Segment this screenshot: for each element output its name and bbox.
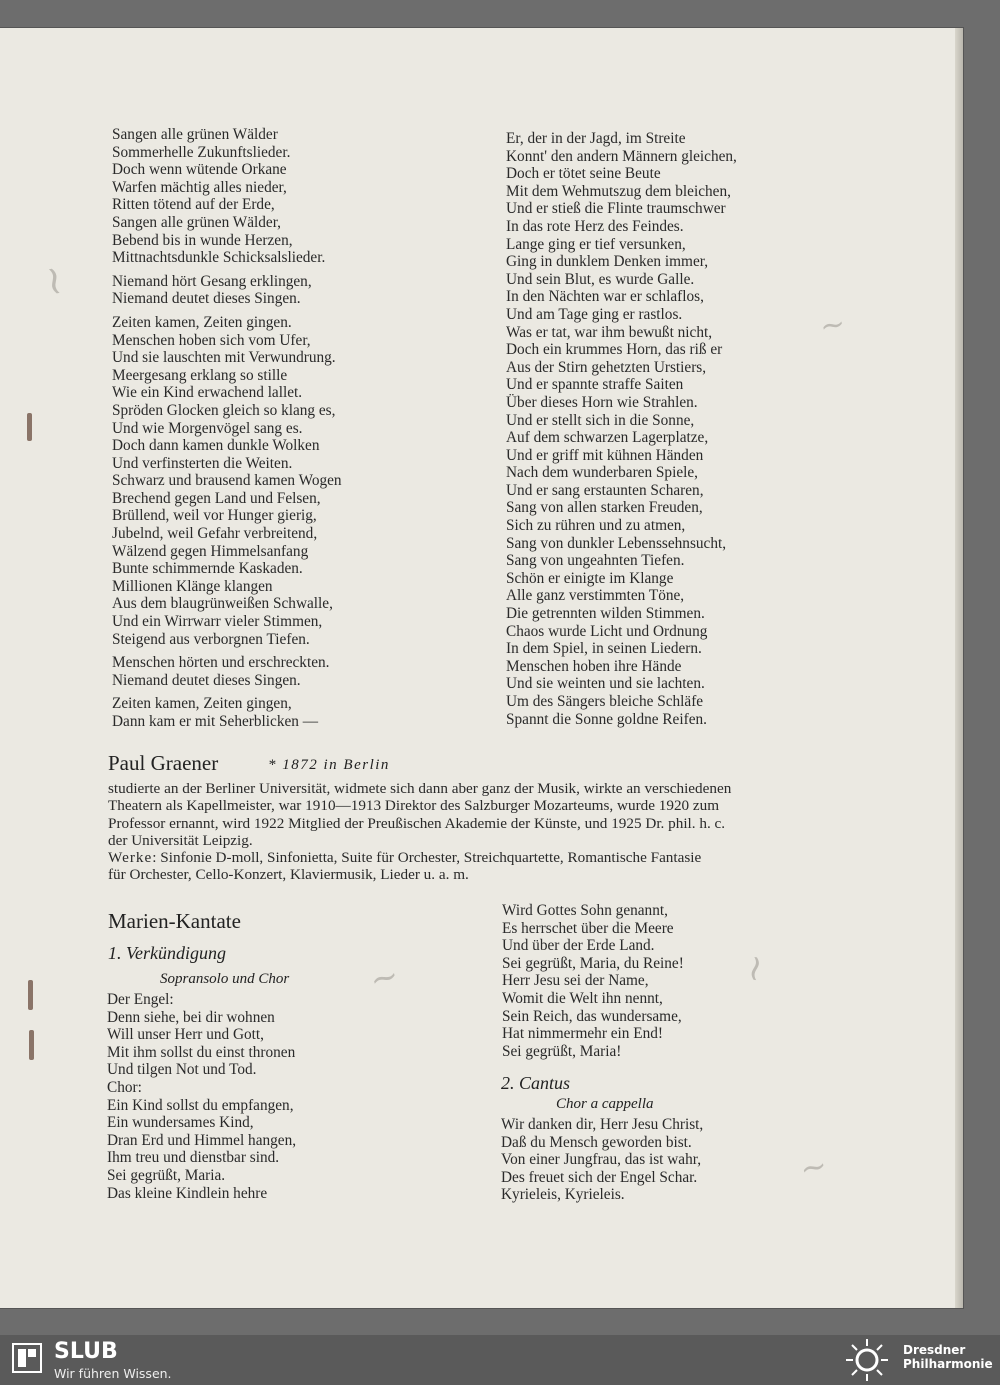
text-line: Konnt' den andern Männern gleichen, (506, 147, 737, 165)
text-line: Ging in dunklem Denken immer, (506, 253, 709, 271)
composer-bio (108, 780, 876, 884)
text-line: Sei gegrüßt, Maria, du Reine! (502, 954, 684, 972)
cantata-title: Marien-Kantate (108, 909, 241, 933)
text-line: Und sie weinten und sie lachten. (506, 675, 705, 693)
text-line: Und am Tage ging er rastlos. (506, 305, 683, 323)
slub-name: SLUB (54, 1339, 118, 1364)
slub-logo-icon (12, 1343, 42, 1373)
text-line: Und er spannte straffe Saiten (506, 376, 684, 394)
text-line: Er, der in der Jagd, im Streite (506, 130, 686, 147)
text-line: Um des Sängers bleiche Schläfe (506, 693, 704, 710)
bio-line: studierte an der Berliner Universität, widmete sich dann aber ganz der Musik, wirkte an verschiedenen (108, 780, 732, 797)
text-line: Doch wenn wütende Orkane (112, 161, 287, 179)
works-line (108, 849, 876, 866)
text-line: Mit dem Wehmutszug dem bleichen, (506, 182, 731, 200)
text-line: Steigend aus verborgnen Tiefen. (112, 630, 310, 648)
text-line: Aus der Stirn gehetzten Urstiers, (506, 358, 707, 376)
text-line: Womit die Welt ihn nennt, (502, 989, 663, 1007)
text-line: Und er stieß die Flinte traumschwer (506, 200, 726, 218)
text-line: Sangen alle grünen Wälder (112, 126, 278, 143)
text-line: Sein Reich, das wundersame, (502, 1007, 682, 1025)
margin-mark (27, 413, 32, 441)
philharmonie-line-2: Philharmonie (903, 1357, 993, 1371)
text-line: Aus dem blaugrünweißen Schwalle, (112, 595, 333, 613)
text-line: Will unser Herr und Gott, (107, 1026, 264, 1044)
text-line: Und er stellt sich in die Sonne, (506, 411, 695, 429)
text-line: Und tilgen Not und Tod. (107, 1061, 257, 1079)
text-line: Wälzend gegen Himmelsanfang (112, 542, 309, 560)
text-line: Warfen mächtig alles nieder, (112, 178, 287, 196)
bio-line: Theatern als Kapellmeister, war 1910—1913 Direktor des Salzburger Mozarteums, wurde 1920 zum (108, 797, 720, 815)
works-label: Werke (108, 849, 153, 867)
text-line: Sei gegrüßt, Maria! (502, 1042, 622, 1060)
text-line: Über dieses Horn wie Strahlen. (506, 393, 698, 411)
text-line: Sang von ungeahnten Tiefen. (506, 552, 685, 570)
text-line: Herr Jesu sei der Name, (502, 972, 649, 990)
text-line: Chaos wurde Licht und Ordnung (506, 622, 708, 640)
text-line: Bebend bis in wunde Herzen, (112, 231, 293, 249)
pencil-scribble: ~ (817, 306, 848, 345)
text-line: Es herrschet über die Meere (502, 919, 674, 937)
margin-mark (29, 1030, 34, 1060)
composer-name: Paul Graener (108, 751, 219, 775)
text-line: Brüllend, weil vor Hunger gierig, (112, 507, 317, 525)
slub-tagline: Wir führen Wissen. (54, 1366, 172, 1381)
poem-right-column (506, 130, 737, 728)
bio-line: der Universität Leipzig. (108, 831, 253, 849)
text-line: Und ein Wirrwarr vieler Stimmen, (112, 613, 323, 631)
bio-line: Professor ernannt, wird 1922 Mitglied der Preußischen Akademie der Künste, und 1925 Dr. phil. h. c. (108, 814, 726, 832)
part1-text (107, 991, 296, 1202)
pencil-scribble: ~ (796, 1145, 831, 1189)
text-line: In den Nächten war er schlaflos, (506, 288, 704, 306)
text-line: Jubelnd, weil Gefahr verbreitend, (112, 525, 318, 543)
text-line: Doch ein krummes Horn, das riß er (506, 341, 723, 359)
part2-subtitle: Chor a cappella (556, 1096, 654, 1112)
text-line: Nach dem wunderbaren Spiele, (506, 464, 698, 482)
pencil-scribble: ~ (365, 954, 404, 1002)
text-line: Ritten tötend auf der Erde, (112, 196, 275, 214)
text-line: Kyrieleis, Kyrieleis. (501, 1186, 625, 1204)
text-line: Mit ihm sollst du einst thronen (107, 1043, 296, 1061)
text-line: Sich zu rühren und zu atmen, (506, 517, 686, 535)
text-line: Ein Kind sollst du empfangen, (107, 1096, 294, 1114)
text-line: Der Engel: (107, 991, 174, 1008)
text-line: Meergesang erklang so stille (112, 366, 288, 384)
text-line: Und über der Erde Land. (502, 937, 655, 955)
text-line: Alle ganz verstimmten Töne, (506, 587, 685, 605)
text-line: Chor: (107, 1078, 142, 1096)
text-line: Spröden Glocken gleich so klang es, (112, 401, 336, 419)
text-line: Des freuet sich der Engel Schar. (501, 1168, 698, 1186)
text-line: Sei gegrüßt, Maria. (107, 1166, 226, 1184)
text-line: Menschen hörten und erschreckten. (112, 654, 330, 672)
philharmonie-name (903, 1343, 993, 1371)
text-line: Lange ging er tief versunken, (506, 235, 686, 253)
text-line: Und er griff mit kühnen Händen (506, 446, 704, 464)
text-line: Dran Erd und Himmel hangen, (107, 1131, 297, 1149)
text-line: Und verfinsterten die Weiten. (112, 454, 293, 472)
philharmonie-logo-icon (843, 1337, 891, 1383)
text-line: Menschen hoben ihre Hände (506, 657, 682, 675)
poem-left-column (112, 126, 342, 731)
text-line: Hat nimmermehr ein End! (502, 1025, 663, 1043)
text-line: Bunte schimmernde Kaskaden. (112, 560, 303, 578)
text-line: Und er sang erstaunten Scharen, (506, 481, 704, 499)
text-line: Wie ein Kind erwachend lallet. (112, 384, 303, 402)
text-line: Menschen hoben sich vom Ufer, (112, 331, 311, 349)
text-line: Niemand hört Gesang erklingen, (112, 272, 312, 290)
text-line: Niemand deutet dieses Singen. (112, 290, 301, 308)
margin-mark (28, 980, 33, 1010)
part1-subtitle: Sopransolo und Chor (160, 971, 290, 987)
text-line: Daß du Mensch geworden bist. (501, 1133, 692, 1151)
footer-bar (0, 1335, 1000, 1385)
text-line: Wir danken dir, Herr Jesu Christ, (501, 1116, 704, 1133)
part1-title: 1. Verkündigung (108, 943, 226, 963)
part2-title: 2. Cantus (501, 1073, 571, 1093)
cantata-right-column (502, 902, 684, 1060)
text-line: Zeiten kamen, Zeiten gingen. (112, 313, 292, 331)
text-line: Sangen alle grünen Wälder, (112, 213, 282, 231)
pencil-scribble: ~ (29, 260, 81, 302)
text-line: Schwarz und brausend kamen Wogen (112, 472, 342, 490)
text-line: Und sie lauschten mit Verwundrung. (112, 349, 336, 367)
text-line: Mittnachtsdunkle Schicksalslieder. (112, 249, 326, 267)
text-line: Die getrennten wilden Stimmen. (506, 605, 705, 623)
text-line: Wird Gottes Sohn genannt, (502, 902, 668, 919)
text-line: Doch er tötet seine Beute (506, 165, 661, 183)
text-line: Zeiten kamen, Zeiten gingen, (112, 695, 292, 713)
text-line: Ihm treu und dienstbar sind. (107, 1149, 280, 1167)
text-line: Spannt die Sonne goldne Reifen. (506, 710, 707, 728)
text-line: Niemand deutet dieses Singen. (112, 671, 301, 689)
text-line: Millionen Klänge klangen (112, 577, 273, 595)
philharmonie-line-1: Dresdner (903, 1343, 966, 1357)
works-text: : Sinfonie D-moll, Sinfonietta, Suite für Orchester, Streichquartette, Romantische Fantasie (152, 849, 702, 867)
composer-birth: * 1872 in Berlin (268, 757, 390, 773)
text-line: Was er tat, war ihm bewußt nicht, (506, 323, 713, 341)
text-line: Sang von dunkler Lebenssehnsucht, (506, 534, 727, 552)
pencil-scribble: ~ (732, 950, 778, 987)
text-line: Auf dem schwarzen Lagerplatze, (506, 429, 709, 447)
text-line: In das rote Herz des Feindes. (506, 217, 684, 235)
text-line: Doch dann kamen dunkle Wolken (112, 437, 320, 455)
text-line: Und wie Morgenvögel sang es. (112, 419, 303, 437)
part2-text (501, 1116, 703, 1204)
text-line: Und sein Blut, es wurde Galle. (506, 270, 695, 288)
text-line: Das kleine Kindlein hehre (107, 1184, 268, 1202)
works-line-2: für Orchester, Cello-Konzert, Klaviermusik, Lieder u. a. m. (108, 866, 469, 884)
text-line: Denn siehe, bei dir wohnen (107, 1008, 275, 1026)
text-line: In dem Spiel, in seinen Liedern. (506, 640, 702, 658)
text-line: Dann kam er mit Seherblicken — (112, 713, 319, 730)
text-line: Ein wundersames Kind, (107, 1114, 254, 1132)
text-line: Von einer Jungfrau, das ist wahr, (501, 1151, 702, 1169)
text-line: Sang von allen starken Freuden, (506, 499, 703, 517)
text-line: Schön er einigte im Klange (506, 569, 674, 587)
text-line: Brechend gegen Land und Felsen, (112, 489, 321, 507)
text-line: Sommerhelle Zukunftslieder. (112, 143, 291, 161)
